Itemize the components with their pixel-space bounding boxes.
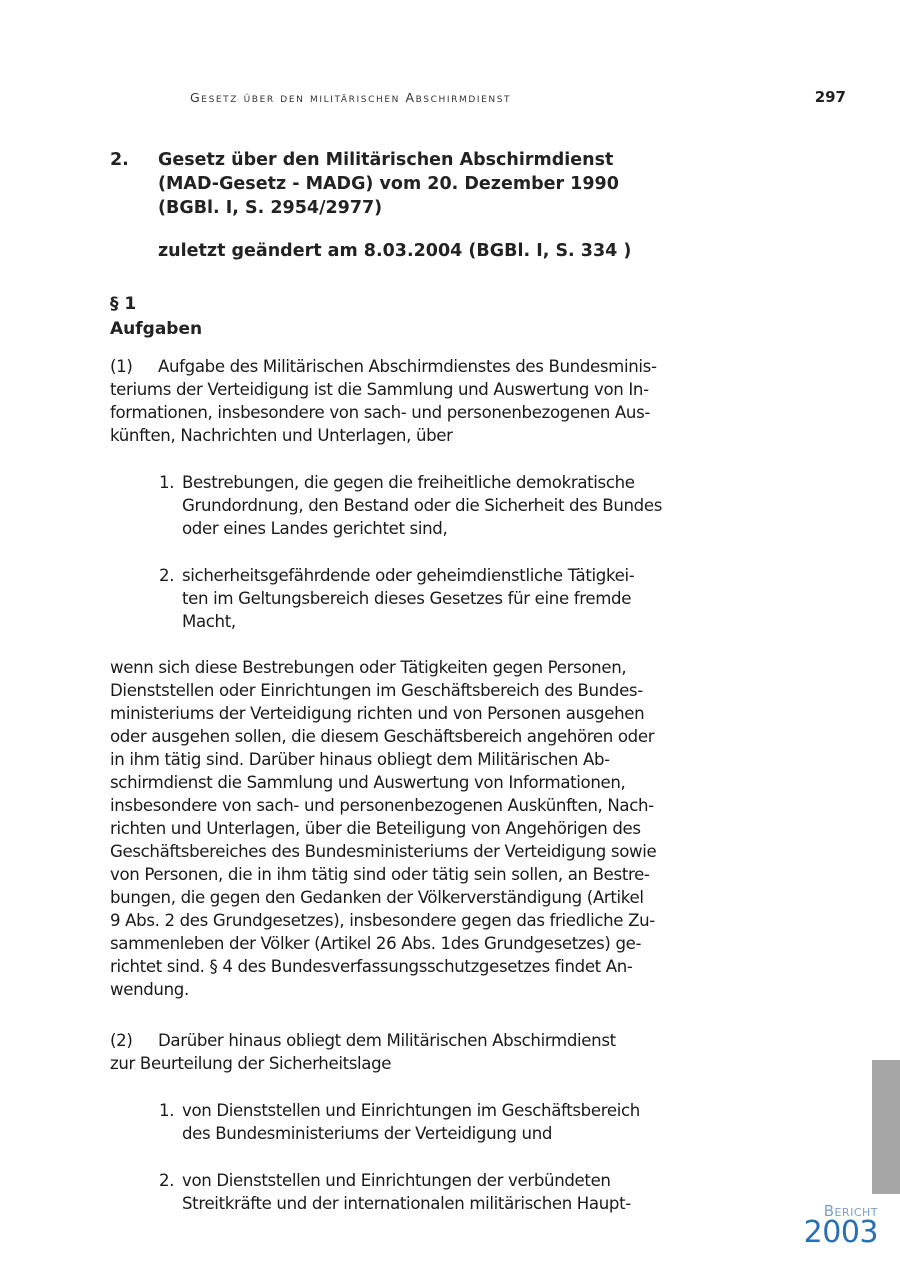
- paragraph-line: ministeriums der Verteidigung richten und von Personen ausgehen: [110, 704, 645, 723]
- paragraph-1-continuation: [110, 656, 670, 1001]
- amendment-note: zuletzt geändert am 8.03.2004 (BGBl. I, S. 334 ): [158, 241, 632, 261]
- paragraph-line: wendung.: [110, 980, 189, 999]
- paragraph-line: sammenleben der Völker (Artikel 26 Abs. 1des Grundgesetzes) ge-: [110, 934, 642, 953]
- list-item: [159, 1099, 679, 1145]
- section-heading: [110, 292, 202, 342]
- list-line: von Dienststellen und Einrichtungen im Geschäftsbereich: [182, 1101, 640, 1120]
- title-line: (MAD-Gesetz - MADG) vom 20. Dezember 1990: [158, 174, 619, 194]
- paragraph-line: formationen, insbesondere von sach- und personenbezogenen Aus-: [110, 403, 651, 422]
- paragraph-line: wenn sich diese Bestrebungen oder Tätigkeiten gegen Personen,: [110, 658, 627, 677]
- list-line: von Dienststellen und Einrichtungen der verbündeten: [182, 1171, 611, 1190]
- list-line: Bestrebungen, die gegen die freiheitliche demokratische: [182, 473, 635, 492]
- paragraph-line: 9 Abs. 2 des Grundgesetzes), insbesondere gegen das friedliche Zu-: [110, 911, 655, 930]
- paragraph-line: künften, Nachrichten und Unterlagen, über: [110, 426, 453, 445]
- report-word: Bericht: [823, 1202, 878, 1220]
- paragraph-line: insbesondere von sach- und personenbezogenen Auskünften, Nach-: [110, 796, 654, 815]
- paragraph-line: teriums der Verteidigung ist die Sammlung und Auswertung von In-: [110, 380, 649, 399]
- list-line: Grundordnung, den Bestand oder die Sicherheit des Bundes: [182, 496, 662, 515]
- paragraph-line: oder ausgehen sollen, die diesem Geschäftsbereich angehören oder: [110, 727, 655, 746]
- paragraph-2: [110, 1029, 670, 1075]
- list-item: [159, 471, 679, 540]
- paragraph-line: bungen, die gegen den Gedanken der Völkerverständigung (Artikel: [110, 888, 644, 907]
- running-header: Gesetz über den militärischen Abschirmdienst: [190, 90, 512, 105]
- paragraph-line: von Personen, die in ihm tätig sind oder tätig sein sollen, an Bestre-: [110, 865, 650, 884]
- list-number: 2.: [159, 566, 175, 585]
- list-item: [159, 1169, 679, 1215]
- paragraph-line: richtet sind. § 4 des Bundesverfassungsschutzgesetzes findet An-: [110, 957, 633, 976]
- paragraph-line: richten und Unterlagen, über die Beteiligung von Angehörigen des: [110, 819, 641, 838]
- paragraph-line: Darüber hinaus obliegt dem Militärischen Abschirmdienst: [158, 1031, 616, 1050]
- list-line: Macht,: [182, 612, 236, 631]
- document-title: [110, 148, 670, 263]
- side-tab-marker: [872, 1060, 900, 1194]
- list-line: Streitkräfte und der internationalen militärischen Haupt-: [182, 1194, 631, 1213]
- list-line: sicherheitsgefährdende oder geheimdienstliche Tätigkei-: [182, 566, 635, 585]
- list-line: oder eines Landes gerichtet sind,: [182, 519, 448, 538]
- list-number: 1.: [159, 473, 175, 492]
- page-number: 297: [814, 88, 846, 106]
- paragraph-line: in ihm tätig sind. Darüber hinaus obliegt dem Militärischen Ab-: [110, 750, 610, 769]
- list-item: [159, 564, 679, 633]
- paragraph-line: Geschäftsbereiches des Bundesministeriums der Verteidigung sowie: [110, 842, 657, 861]
- paragraph-1: [110, 355, 670, 447]
- section-number: § 1: [110, 294, 137, 314]
- section-title: Aufgaben: [110, 319, 203, 339]
- paragraph-line: Dienststellen oder Einrichtungen im Geschäftsbereich des Bundes-: [110, 681, 643, 700]
- list-number: 2.: [159, 1171, 175, 1190]
- paragraph-line: schirmdienst die Sammlung und Auswertung von Informationen,: [110, 773, 626, 792]
- report-logo: [804, 1204, 878, 1248]
- paragraph-line: Aufgabe des Militärischen Abschirmdienstes des Bundesminis-: [158, 357, 657, 376]
- report-year: 2003: [803, 1215, 878, 1250]
- title-line: (BGBl. I, S. 2954/2977): [158, 198, 383, 218]
- paragraph-line: zur Beurteilung der Sicherheitslage: [110, 1054, 392, 1073]
- title-number: 2.: [110, 150, 129, 170]
- list-line: des Bundesministeriums der Verteidigung und: [182, 1124, 553, 1143]
- paragraph-label: (1): [110, 357, 133, 376]
- list-number: 1.: [159, 1101, 175, 1120]
- title-line: Gesetz über den Militärischen Abschirmdienst: [158, 150, 614, 170]
- paragraph-label: (2): [110, 1031, 133, 1050]
- list-line: ten im Geltungsbereich dieses Gesetzes für eine fremde: [182, 589, 632, 608]
